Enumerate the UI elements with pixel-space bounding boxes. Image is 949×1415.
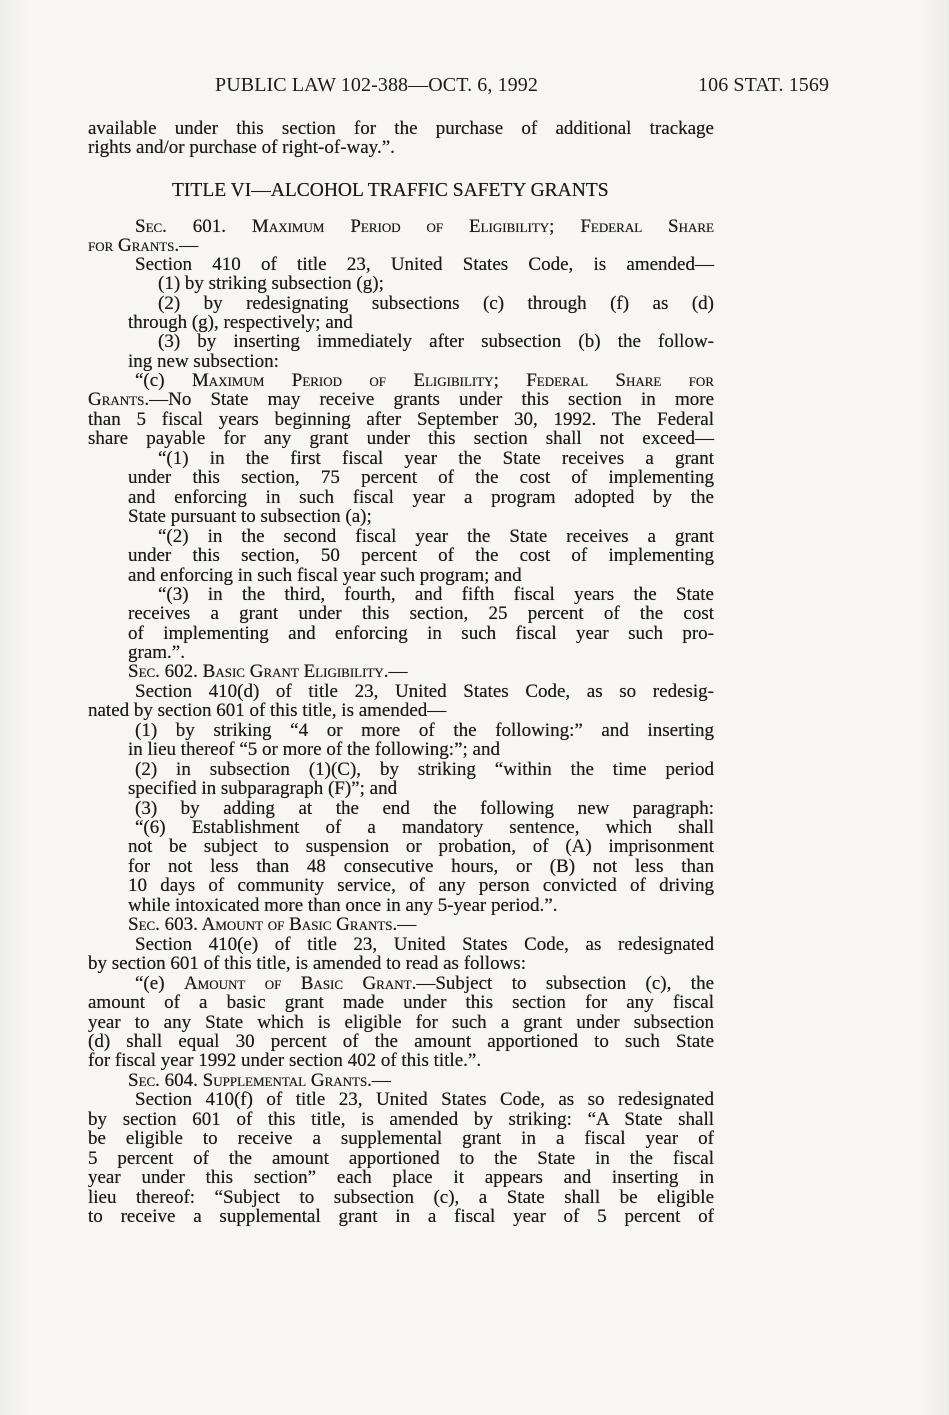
text-line: through (g), respectively; and [128, 312, 353, 333]
small-caps-heading: Sec. 602. Basic Grant Eligibility.— [128, 661, 408, 682]
text-line: of implementing and enforcing in such fiscal year such pro- [128, 623, 714, 644]
text-line [135, 217, 714, 237]
text-line: (3) by inserting immediately after subsection (b) the follow- [158, 331, 714, 352]
text-line: share payable for any grant under this section shall not exceed— [88, 428, 714, 449]
text-line: and enforcing in such fiscal year such program; and [128, 565, 522, 586]
text-line [128, 915, 416, 935]
text-line: not be subject to suspension or probation, of (A) imprisonment [128, 836, 714, 857]
text-line: be eligible to receive a supplemental grant in a fiscal year of [88, 1128, 714, 1149]
text-line: year under this section” each place it appears and inserting in [88, 1167, 714, 1188]
text-line [135, 974, 714, 994]
text-segment: —No State may receive grants under this section in more [149, 389, 714, 410]
small-caps-heading: Amount of Basic Grant. [183, 973, 417, 994]
text-line: State pursuant to subsection (a); [128, 506, 372, 527]
text-line: Section 410(d) of title 23, United States Code, as so redesig- [135, 681, 714, 702]
text-segment: “(e) [135, 973, 184, 994]
small-caps-heading: Sec. 603. Amount of Basic Grants.— [128, 914, 417, 935]
text-line: for fiscal year 1992 under section 402 of this title.”. [88, 1050, 482, 1071]
text-line: Section 410(f) of title 23, United States Code, as so redesignated [135, 1089, 714, 1110]
text-line: receives a grant under this section, 25 percent of the cost [128, 603, 714, 624]
text-line: 5 percent of the amount apportioned to the State in the fiscal [88, 1148, 714, 1169]
text-line: amount of a basic grant made under this section for any fiscal [88, 992, 714, 1013]
text-line: than 5 fiscal years beginning after September 30, 1992. The Federal [88, 409, 714, 430]
text-line: “(1) in the first fiscal year the State receives a grant [158, 448, 714, 469]
text-line: lieu thereof: “Subject to subsection (c), a State shall be eligible [88, 1187, 714, 1208]
text-line: ing new subsection: [128, 351, 279, 372]
text-line: in lieu thereof “5 or more of the following:”; and [128, 739, 500, 760]
text-line: rights and/or purchase of right-of-way.”. [88, 137, 395, 158]
text-line: (2) in subsection (1)(C), by striking “within the time period [135, 759, 714, 780]
text-line: Section 410 of title 23, United States Code, is amended— [135, 254, 714, 275]
text-line: (1) by striking subsection (g); [158, 273, 384, 294]
text-line [88, 236, 198, 256]
text-line: by section 601 of this title, is amended by striking: “A State shall [88, 1109, 714, 1130]
small-caps-heading: for Grants.— [88, 235, 199, 256]
text-line: gram.”. [128, 642, 185, 663]
text-line: by section 601 of this title, is amended to read as follows: [88, 953, 526, 974]
text-line: available under this section for the purchase of additional trackage [88, 118, 714, 139]
text-line: to receive a supplemental grant in a fiscal year of 5 percent of [88, 1206, 714, 1227]
text-line: while intoxicated more than once in any 5-year period.”. [128, 895, 558, 916]
small-caps-heading: Maximum Period of Eligibility; Federal Share for [191, 370, 714, 391]
text-line: and enforcing in such fiscal year a program adopted by the [128, 487, 714, 508]
running-head: PUBLIC LAW 102-388—OCT. 6, 1992 [215, 74, 538, 96]
text-segment: “(c) [135, 370, 192, 391]
text-line: Section 410(e) of title 23, United States Code, as redesignated [135, 934, 714, 955]
small-caps-heading: Grants. [88, 389, 150, 410]
text-line: nated by section 601 of this title, is amended— [88, 700, 447, 721]
text-line: year to any State which is eligible for such a grant under subsection [88, 1012, 714, 1033]
text-line: (3) by adding at the end the following new paragraph: [135, 798, 714, 819]
text-line: under this section, 75 percent of the cost of implementing [128, 467, 714, 488]
text-line [128, 1071, 391, 1091]
text-line [128, 662, 408, 682]
text-segment: —Subject to subsection (c), the [416, 973, 714, 994]
text-line: 10 days of community service, of any person convicted of driving [128, 875, 714, 896]
text-line: (2) by redesignating subsections (c) through (f) as (d) [158, 293, 714, 314]
text-line: (d) shall equal 30 percent of the amount apportioned to such State [88, 1031, 714, 1052]
text-line: under this section, 50 percent of the cost of implementing [128, 545, 714, 566]
small-caps-heading: Sec. 601. Maximum Period of Eligibility; Federal Share [135, 216, 714, 237]
text-line: “(2) in the second fiscal year the State receives a grant [158, 526, 714, 547]
text-line: “(3) in the third, fourth, and fifth fiscal years the State [158, 584, 714, 605]
text-line [88, 390, 714, 410]
text-line: (1) by striking “4 or more of the following:” and inserting [135, 720, 714, 741]
text-line: “(6) Establishment of a mandatory sentence, which shall [135, 817, 714, 838]
small-caps-heading: Sec. 604. Supplemental Grants.— [128, 1070, 391, 1091]
text-line [135, 371, 714, 391]
text-line: specified in subparagraph (F)”; and [128, 778, 398, 799]
page-reference: 106 STAT. 1569 [698, 74, 830, 96]
text-line: for not less than 48 consecutive hours, or (B) not less than [128, 856, 714, 877]
title-heading: TITLE VI—ALCOHOL TRAFFIC SAFETY GRANTS [172, 180, 609, 201]
